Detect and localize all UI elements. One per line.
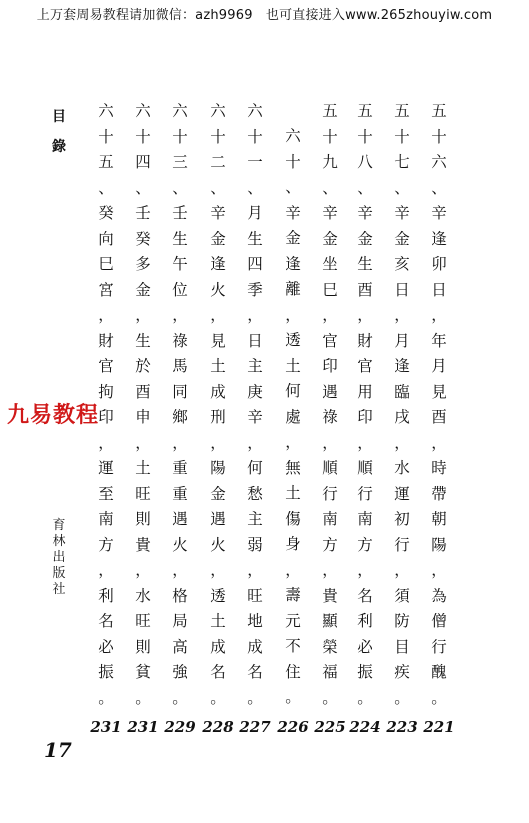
toc-entry-char: 火 <box>210 535 226 554</box>
toc-entry-char: 福 <box>322 663 338 681</box>
toc-entry-char: 名 <box>98 612 114 630</box>
toc-entry-char: 辛 <box>394 204 410 222</box>
toc-entry-char: ， <box>210 306 226 324</box>
toc-entry-char: 南 <box>357 510 373 528</box>
toc-entry-char: 十 <box>285 152 301 171</box>
toc-entry-char: 火 <box>210 280 226 299</box>
toc-entry-char: 火 <box>172 535 188 554</box>
toc-entry-char: 何 <box>247 459 263 477</box>
toc-entry-char: 目 <box>394 637 410 656</box>
toc-entry-char: 高 <box>172 637 188 656</box>
toc-entry-char: 方 <box>98 535 114 554</box>
toc-entry-char: 日 <box>394 280 410 299</box>
toc-entry-char: ， <box>172 306 188 324</box>
toc-entry-char: 土 <box>135 459 151 477</box>
toc-entry-char: 金 <box>322 229 338 248</box>
toc-entry-char: 十 <box>172 127 188 146</box>
toc-entry-char: 辛 <box>285 203 301 222</box>
toc-entry-char: 元 <box>285 611 301 630</box>
toc-entry-char: 無 <box>285 458 301 477</box>
toc-entry-char: ， <box>322 433 338 452</box>
toc-entry-char: 土 <box>210 612 226 630</box>
toc-page-ref: 227 <box>239 718 271 736</box>
toc-entry-char: 、 <box>210 178 226 197</box>
toc-entry-char: 辛 <box>431 204 447 222</box>
toc-entry-char: 季 <box>247 280 263 299</box>
toc-entry-char: 時 <box>431 459 447 477</box>
toc-entry-char: ， <box>135 306 151 324</box>
toc-entry-char: 行 <box>431 637 447 656</box>
toc-entry-char: 、 <box>98 178 114 197</box>
toc-entry-char: 旺 <box>135 484 151 503</box>
toc-entry-char: 弱 <box>247 535 263 554</box>
toc-entry-char: 財 <box>357 331 373 350</box>
toc-entry-char: ， <box>394 561 410 579</box>
publisher-char: 版 <box>52 566 66 581</box>
toc-entry-char: ， <box>394 306 410 324</box>
toc-entry-char: 。 <box>247 688 263 707</box>
toc-entry-char: 、 <box>322 178 338 197</box>
toc-entry-char: 鄉 <box>172 408 188 426</box>
toc-entry-char: 壬 <box>172 204 188 222</box>
toc-entry-char: 官 <box>322 331 338 350</box>
toc-entry-char: 南 <box>322 510 338 528</box>
toc-entry-char: 四 <box>247 255 263 273</box>
toc-entry-char: 名 <box>210 663 226 681</box>
toc-entry-char: 則 <box>135 510 151 528</box>
toc-entry[interactable] <box>281 124 305 711</box>
toc-entry[interactable] <box>390 99 414 711</box>
toc-entry-char: ， <box>247 306 263 324</box>
toc-entry-char: 十 <box>210 127 226 146</box>
toc-entry-char: 榮 <box>322 637 338 656</box>
toc-entry-char: ， <box>172 561 188 579</box>
toc-entry-char: 月 <box>394 331 410 350</box>
toc-entry-char: 疾 <box>394 663 410 681</box>
toc-entry-char: ， <box>431 306 447 324</box>
toc-entry-char: ， <box>98 561 114 579</box>
toc-entry-char: 、 <box>247 178 263 197</box>
toc-entry-char: ， <box>285 560 301 579</box>
toc-entry-char: 利 <box>357 612 373 630</box>
toc-entry-char: 住 <box>285 662 301 681</box>
toc-entry-char: 十 <box>135 127 151 146</box>
toc-entry-char: 處 <box>285 407 301 426</box>
toc-entry-char: 初 <box>394 510 410 528</box>
toc-entry-char: 刑 <box>210 408 226 426</box>
toc-entry-char: 。 <box>210 688 226 707</box>
toc-entry-char: ， <box>357 433 373 452</box>
toc-page-ref: 231 <box>90 718 122 736</box>
toc-entry-char: 方 <box>322 535 338 554</box>
toc-entry-char: ， <box>322 561 338 579</box>
publisher-char: 育 <box>52 518 66 533</box>
toc-entry-char: 主 <box>247 510 263 528</box>
toc-entry-char: 、 <box>431 178 447 197</box>
toc-entry-char: 須 <box>394 586 410 605</box>
toc-entry-char: 成 <box>247 637 263 656</box>
toc-entry-char: ， <box>172 433 188 452</box>
toc-entry-char: 臨 <box>394 382 410 401</box>
toc-entry-char: ， <box>135 433 151 452</box>
toc-entry-char: 十 <box>322 127 338 146</box>
toc-entry-char: 見 <box>210 331 226 350</box>
toc-entry-char: 運 <box>98 459 114 477</box>
toc-entry-char: 防 <box>394 612 410 630</box>
toc-entry-char: 逢 <box>285 254 301 273</box>
section-title <box>48 102 70 162</box>
toc-entry-char: 水 <box>135 586 151 605</box>
toc-entry-char: 振 <box>357 663 373 681</box>
toc-entry-char: 。 <box>98 688 114 707</box>
toc-entry-char: 振 <box>98 663 114 681</box>
toc-entry-char: 透 <box>285 331 301 349</box>
toc-entry[interactable] <box>131 99 155 711</box>
toc-entry-char: 祿 <box>172 331 188 350</box>
toc-entry-char: 辛 <box>322 204 338 222</box>
toc-entry-char: 十 <box>357 127 373 146</box>
toc-entry-char: 順 <box>322 459 338 477</box>
toc-entry[interactable] <box>427 99 451 711</box>
toc-entry-char: 行 <box>394 535 410 554</box>
toc-entry-char: 。 <box>135 688 151 707</box>
toc-entry-char: 同 <box>172 382 188 401</box>
toc-entry-char: 於 <box>135 357 151 375</box>
toc-entry-char: 名 <box>247 663 263 681</box>
toc-entry[interactable] <box>243 99 267 711</box>
toc-entry-char: 帶 <box>431 484 447 503</box>
toc-entry-char: 庚 <box>247 382 263 401</box>
section-title-char: 錄 <box>52 139 66 155</box>
toc-entry-char: 不 <box>285 637 301 655</box>
toc-entry-char: 強 <box>172 663 188 681</box>
toc-entry-char: 朝 <box>431 510 447 528</box>
toc-entry-char: 五 <box>394 102 410 120</box>
toc-page-ref: 224 <box>349 718 381 736</box>
toc-entry-char: 醜 <box>431 663 447 681</box>
toc-entry-char: ， <box>357 561 373 579</box>
toc-entry-char: 辛 <box>247 408 263 426</box>
toc-entry-char: 酉 <box>431 408 447 426</box>
toc-entry-char: 。 <box>431 688 447 707</box>
toc-entry-char: ， <box>210 561 226 579</box>
toc-entry-char: 生 <box>247 229 263 248</box>
toc-entry-char: 水 <box>394 459 410 477</box>
toc-entry-char: ， <box>394 433 410 452</box>
toc-entry-char: 癸 <box>98 204 114 222</box>
toc-entry[interactable] <box>206 99 230 711</box>
toc-entry-char: 辛 <box>357 204 373 222</box>
toc-entry-char: 局 <box>172 612 188 630</box>
toc-entry-char: 亥 <box>394 255 410 273</box>
toc-entry[interactable] <box>353 99 377 711</box>
toc-entry-char: 官 <box>98 357 114 375</box>
toc-entry-char: 金 <box>285 229 301 247</box>
toc-entry-char: 何 <box>285 382 301 400</box>
toc-entry-char: 祿 <box>322 408 338 426</box>
toc-entry[interactable] <box>318 99 342 711</box>
toc-entry-char: ， <box>98 306 114 324</box>
toc-entry-char: 十 <box>98 127 114 146</box>
toc-entry-char: 午 <box>172 255 188 273</box>
toc-entry-char: 貴 <box>322 586 338 605</box>
toc-entry-char: 身 <box>285 535 301 553</box>
toc-entry-char: 、 <box>172 178 188 197</box>
toc-entry-char: 成 <box>210 382 226 401</box>
toc-entry-char: ， <box>285 433 301 451</box>
toc-entry-char: 印 <box>357 408 373 426</box>
toc-entry-char: 辛 <box>210 204 226 222</box>
publisher-char: 社 <box>52 582 66 597</box>
toc-entry-char: 金 <box>135 280 151 299</box>
toc-entry-char: 酉 <box>135 382 151 401</box>
toc-entry-char: 金 <box>210 484 226 503</box>
toc-entry-char: 僧 <box>431 612 447 630</box>
toc-entry-char: 官 <box>357 357 373 375</box>
toc-entry-char: 印 <box>98 408 114 426</box>
toc-entry-char: 土 <box>285 356 301 375</box>
toc-entry-char: 七 <box>394 153 410 171</box>
toc-entry-char: 為 <box>431 586 447 605</box>
toc-entry-char: 遇 <box>210 510 226 528</box>
toc-entry[interactable] <box>94 99 118 711</box>
toc-entry-char: 順 <box>357 459 373 477</box>
toc-entry-char: 六 <box>172 102 188 120</box>
toc-entry-char: 行 <box>322 484 338 503</box>
toc-entry-char: ， <box>247 433 263 452</box>
toc-entry-char: 二 <box>210 153 226 171</box>
toc-entry-char: ， <box>431 433 447 452</box>
toc-entry-char: 生 <box>357 255 373 273</box>
toc-entry-char: 拘 <box>98 382 114 401</box>
toc-entry-char: 三 <box>172 153 188 171</box>
toc-entry-char: 六 <box>431 153 447 171</box>
toc-entry-char: 位 <box>172 280 188 299</box>
toc-entry-char: 六 <box>285 127 301 145</box>
toc-entry-char: 月 <box>431 357 447 375</box>
toc-entry-char: 逢 <box>210 255 226 273</box>
toc-entry-char: 馬 <box>172 357 188 375</box>
toc-entry-char: 、 <box>135 178 151 197</box>
toc-entry-char: 。 <box>394 688 410 707</box>
watermark-logo: 九易教程 <box>7 403 100 428</box>
toc-entry-char: 陽 <box>210 459 226 477</box>
toc-entry-char: 成 <box>210 637 226 656</box>
toc-entry-char: 南 <box>98 510 114 528</box>
section-title-char: 目 <box>52 109 66 125</box>
toc-entry-char: 六 <box>98 102 114 120</box>
toc-entry-char: 六 <box>247 102 263 120</box>
toc-entry-char: 生 <box>172 229 188 248</box>
toc-entry-char: 印 <box>322 357 338 375</box>
toc-entry-char: 年 <box>431 331 447 350</box>
toc-entry-char: 九 <box>322 153 338 171</box>
toc-entry-char: ， <box>357 306 373 324</box>
toc-entry-char: 傷 <box>285 509 301 528</box>
toc-entry-char: 金 <box>210 229 226 248</box>
toc-entry-char: ， <box>210 433 226 452</box>
toc-entry-char: 方 <box>357 535 373 554</box>
toc-entry-char: 一 <box>247 153 263 171</box>
toc-entry-char: 至 <box>98 484 114 503</box>
toc-entry-char: 金 <box>357 229 373 248</box>
toc-entry-char: 生 <box>135 331 151 350</box>
publisher-char: 出 <box>52 550 66 565</box>
toc-entry-char: ， <box>431 561 447 579</box>
toc-entry-char: 八 <box>357 153 373 171</box>
toc-entry-char: 癸 <box>135 229 151 248</box>
publisher-name <box>50 518 68 598</box>
toc-entry-char: ， <box>135 561 151 579</box>
toc-entry-char: 四 <box>135 153 151 171</box>
toc-entry-char: 五 <box>431 102 447 120</box>
toc-entry-char: 戌 <box>394 408 410 426</box>
toc-entry-char: 財 <box>98 331 114 350</box>
toc-entry-char: 。 <box>172 688 188 707</box>
toc-entry-char: 主 <box>247 357 263 375</box>
toc-entry-char: 日 <box>431 280 447 299</box>
toc-entry-char: 貧 <box>135 663 151 681</box>
toc-entry-char: ， <box>98 433 114 452</box>
toc-entry-char: 透 <box>210 586 226 605</box>
toc-entry-char: 日 <box>247 331 263 350</box>
toc-entry-char: 離 <box>285 280 301 298</box>
toc-entry-char: 。 <box>357 688 373 707</box>
toc-entry-char: 卯 <box>431 255 447 273</box>
toc-entry-char: 重 <box>172 459 188 477</box>
toc-entry-char: 十 <box>247 127 263 146</box>
toc-entry-char: 向 <box>98 229 114 248</box>
toc-entry-char: 陽 <box>431 535 447 554</box>
toc-entry-char: 五 <box>357 102 373 120</box>
toc-entry-char: 月 <box>247 204 263 222</box>
toc-entry-char: 宮 <box>98 280 114 299</box>
toc-page-ref: 226 <box>277 718 309 736</box>
toc-entry-char: 巳 <box>322 280 338 299</box>
toc-entry[interactable] <box>168 99 192 711</box>
toc-entry-char: 名 <box>357 586 373 605</box>
toc-entry-char: ， <box>322 306 338 324</box>
toc-entry-char: 逢 <box>431 229 447 248</box>
toc-entry-char: 、 <box>357 178 373 197</box>
toc-entry-char: 、 <box>285 178 301 196</box>
toc-entry-char: ， <box>285 305 301 324</box>
toc-entry-char: 用 <box>357 382 373 401</box>
toc-entry-char: 多 <box>135 255 151 273</box>
toc-entry-char: 必 <box>98 637 114 656</box>
page-header: 上万套周易教程请加微信：azh9969 也可直接进入www.265zhouyiw.com <box>36 8 493 23</box>
toc-entry-char: ， <box>247 561 263 579</box>
toc-entry-char: 必 <box>357 637 373 656</box>
toc-entry-char: 土 <box>285 484 301 502</box>
toc-entry-char: 見 <box>431 382 447 401</box>
toc-entry-char: 十 <box>431 127 447 146</box>
toc-page-ref: 225 <box>314 718 346 736</box>
toc-entry-char: 遇 <box>172 510 188 528</box>
toc-entry-char: 貴 <box>135 535 151 554</box>
toc-entry-char: 申 <box>135 408 151 426</box>
toc-entry-char: 。 <box>322 688 338 707</box>
toc-entry-char: 重 <box>172 484 188 503</box>
toc-entry-char: 酉 <box>357 280 373 299</box>
toc-page-ref: 223 <box>386 718 418 736</box>
toc-entry-char: 六 <box>135 102 151 120</box>
toc-entry-char: 地 <box>247 612 263 630</box>
toc-entry-char: 利 <box>98 586 114 605</box>
page-number: 17 <box>44 738 72 762</box>
toc-entry-char: 土 <box>210 357 226 375</box>
toc-entry-char: 六 <box>210 102 226 120</box>
toc-entry-char: 遇 <box>322 382 338 401</box>
toc-entry-char: 巳 <box>98 255 114 273</box>
toc-page-ref: 221 <box>423 718 455 736</box>
toc-entry-char: 則 <box>135 637 151 656</box>
toc-entry-char: 壽 <box>285 586 301 604</box>
toc-entry-char: 逢 <box>394 357 410 375</box>
publisher-char: 林 <box>52 534 66 549</box>
toc-entry-char: 、 <box>394 178 410 197</box>
toc-entry-char: 坐 <box>322 255 338 273</box>
toc-entry-char: 運 <box>394 484 410 503</box>
toc-entry-char: 顯 <box>322 612 338 630</box>
toc-entry-char: 愁 <box>247 484 263 503</box>
toc-entry-char: 格 <box>172 586 188 605</box>
toc-page-ref: 229 <box>164 718 196 736</box>
toc-entry-char: 。 <box>285 688 301 706</box>
toc-entry-char: 旺 <box>135 612 151 630</box>
toc-entry-char: 行 <box>357 484 373 503</box>
toc-entry-char: 五 <box>322 102 338 120</box>
toc-page-ref: 228 <box>202 718 234 736</box>
toc-entry-char: 壬 <box>135 204 151 222</box>
toc-entry-char: 金 <box>394 229 410 248</box>
toc-page-ref: 231 <box>127 718 159 736</box>
toc-entry-char: 五 <box>98 153 114 171</box>
toc-entry-char: 旺 <box>247 586 263 605</box>
toc-entry-char: 十 <box>394 127 410 146</box>
